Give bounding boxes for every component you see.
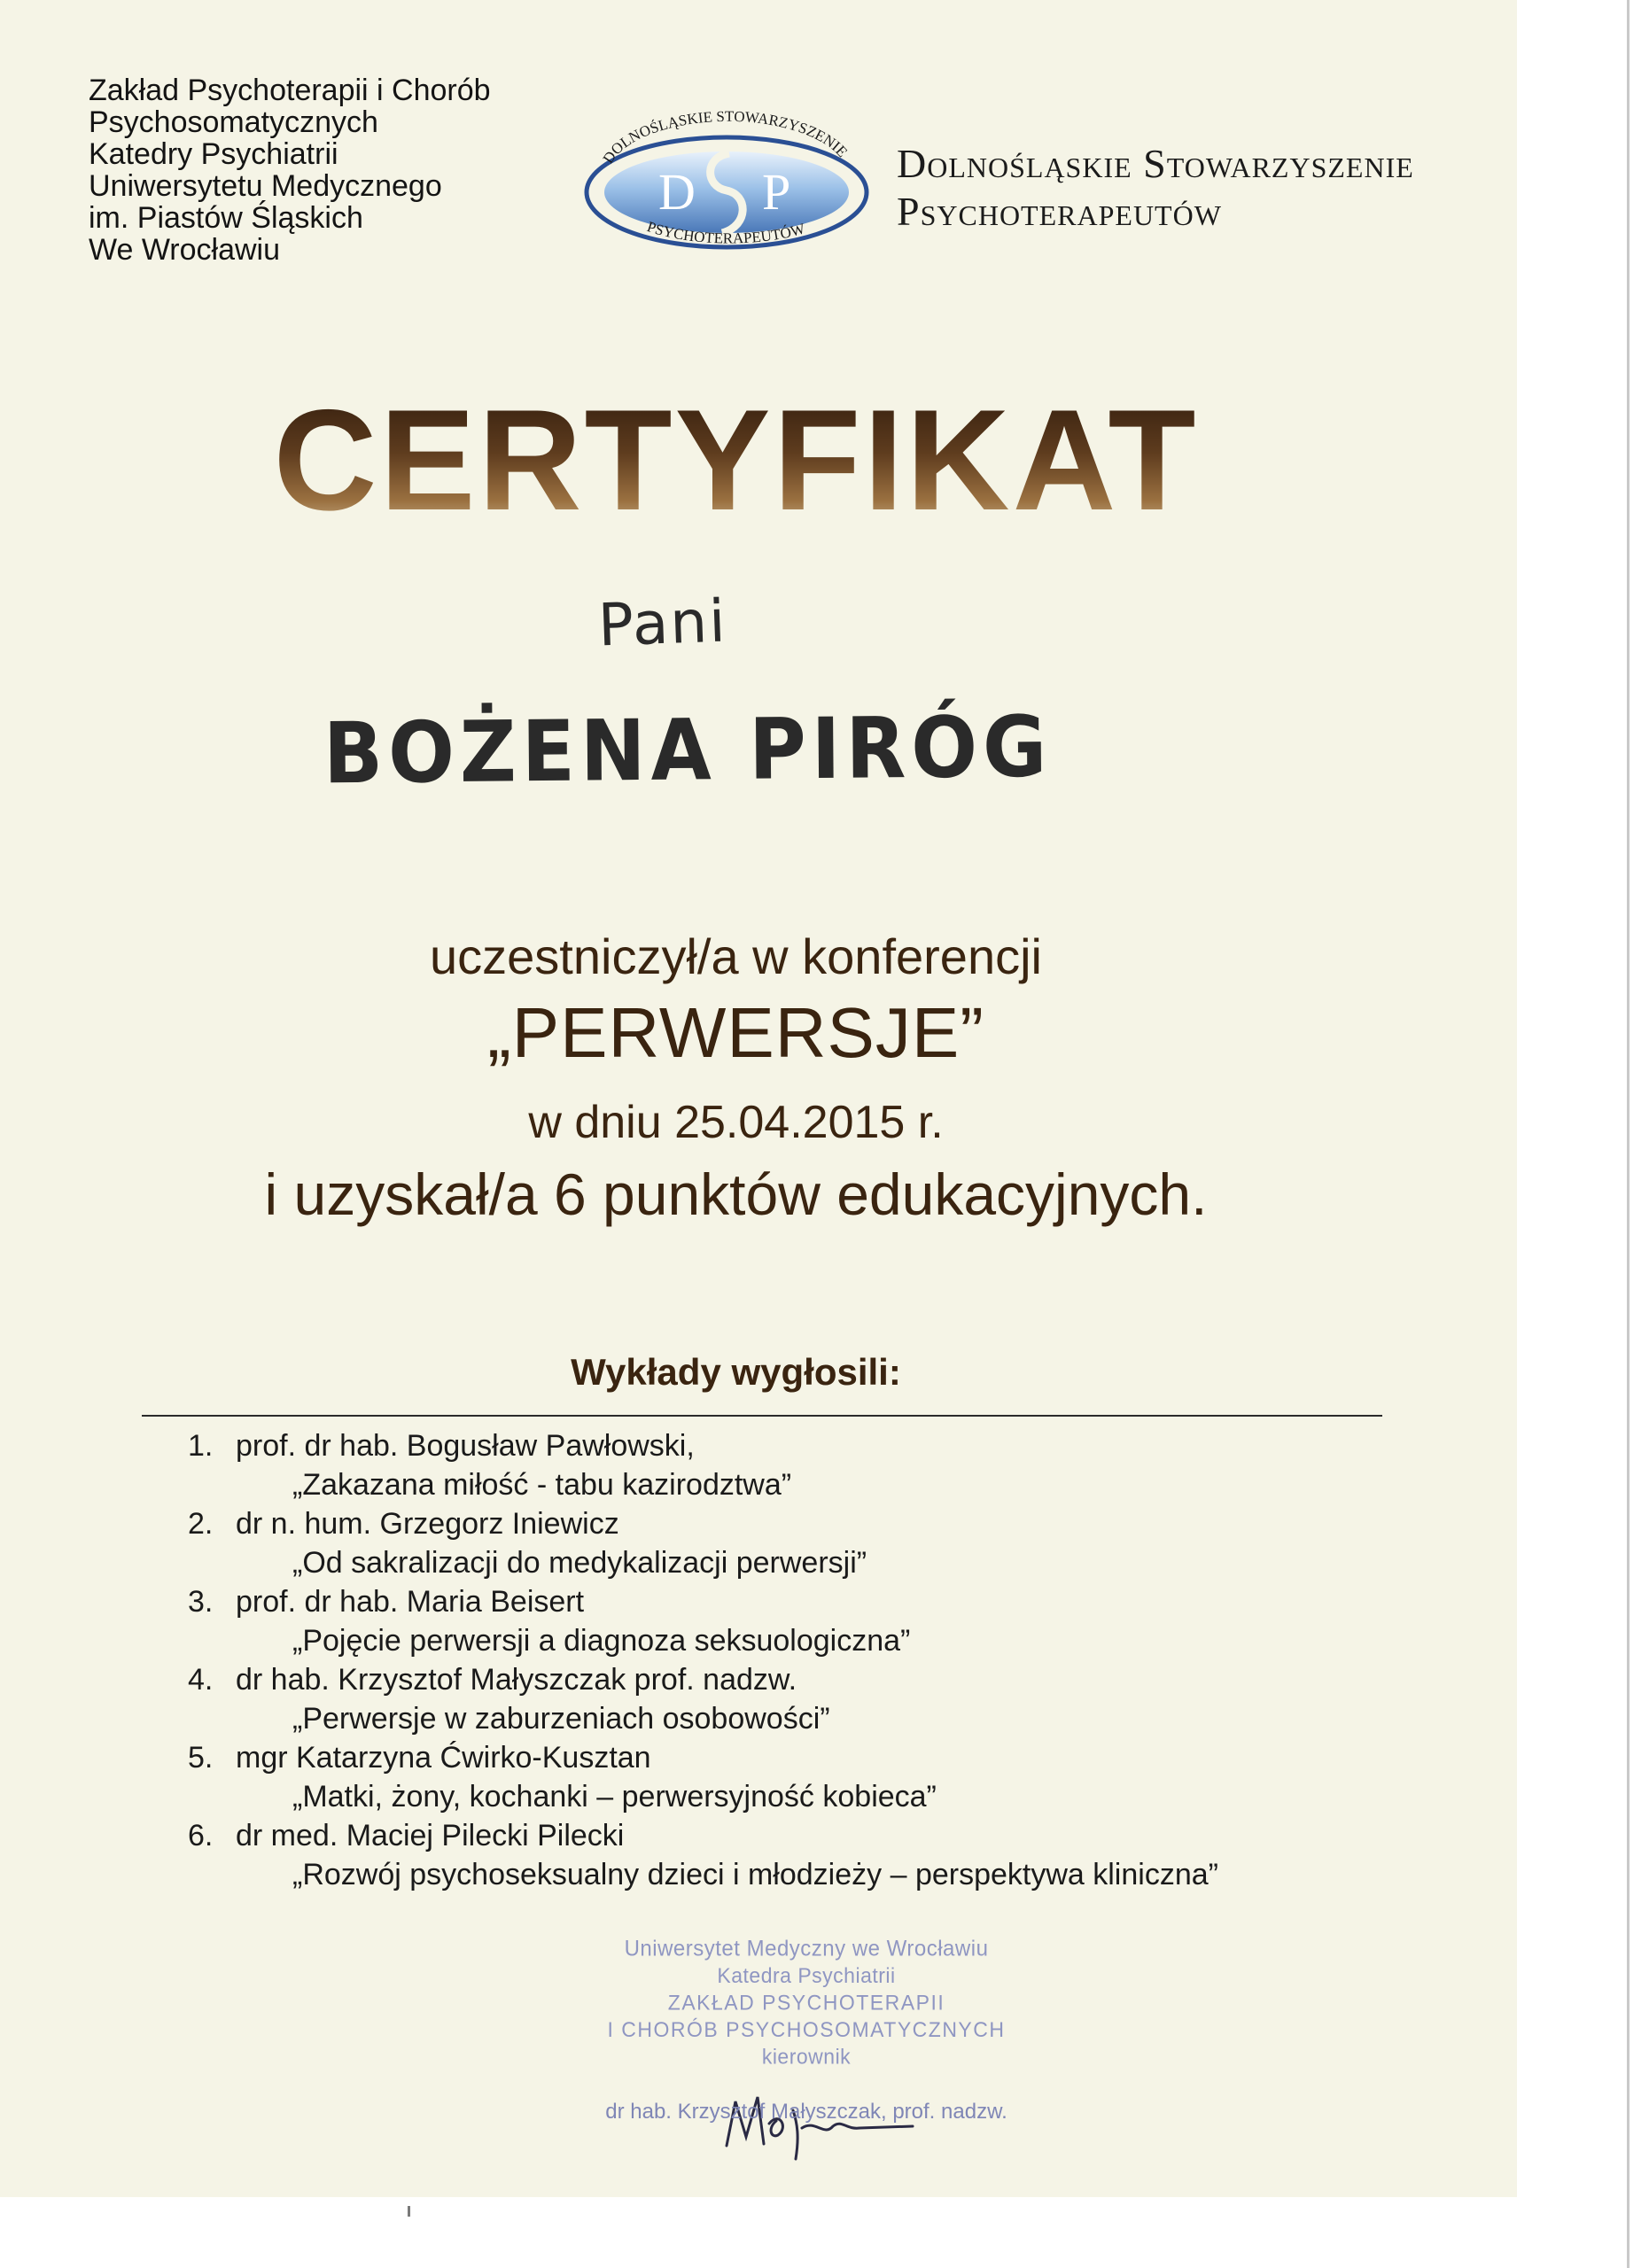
logo-arc-top: DOLNOŚLĄSKIE STOWARZYSZENIE — [599, 107, 852, 167]
lecture-speaker: dr n. hum. Grzegorz Iniewicz — [236, 1507, 619, 1541]
institution-line: We Wrocławiu — [89, 233, 281, 267]
association-name-line2: Psychoterapeutów — [897, 189, 1222, 234]
institution-line: Zakład Psychoterapii i Chorób — [89, 74, 491, 107]
lectures-list — [188, 1426, 1428, 1894]
lecture-number: 2. — [188, 1507, 214, 1541]
lectures-heading: Wykłady wygłosili: — [571, 1351, 901, 1393]
stamp-line: I CHORÓB PSYCHOSOMATYCZNYCH — [607, 2016, 1006, 2042]
lecture-speaker: prof. dr hab. Bogusław Pawłowski, — [236, 1429, 695, 1463]
association-name — [897, 140, 1414, 236]
institution-line: Psychosomatycznych — [89, 105, 378, 139]
lecture-speaker: mgr Katarzyna Ćwirko-Kusztan — [236, 1741, 651, 1775]
handwritten-recipient-name: BOŻENA PIRÓG — [323, 697, 1053, 803]
institution-block — [89, 74, 585, 266]
lecture-number: 1. — [188, 1429, 214, 1463]
certificate-title: CERTYFIKAT — [0, 381, 1472, 540]
logo-arc-bottom: PSYCHOTERAPEUTÓW — [644, 218, 807, 247]
logo-letter-d: D — [658, 163, 696, 221]
logo-letter-s — [715, 202, 720, 212]
lecture-title: „Pojęcie perwersji a diagnoza seksuologiczna” — [292, 1624, 911, 1658]
lecture-title: „Od sakralizacji do medykalizacji perwersji” — [292, 1546, 867, 1580]
stamp-line: kierownik — [761, 2044, 852, 2069]
official-stamp — [603, 1935, 1010, 2070]
stamp-signer: dr hab. Krzysztof Małyszczak, prof. nadzw. — [605, 2100, 1007, 2124]
stamp-line: Katedra Psychiatrii — [717, 1962, 896, 1988]
list-item — [188, 1738, 1428, 1816]
lecture-title: „Rozwój psychoseksualny dzieci i młodzieży – perspektywa kliniczna” — [292, 1858, 1218, 1891]
lecture-speaker: dr med. Maciej Pilecki Pilecki — [236, 1819, 625, 1852]
lecture-title: „Zakazana miłość - tabu kazirodztwa” — [292, 1468, 792, 1502]
list-item — [188, 1582, 1428, 1660]
lecture-number: 4. — [188, 1663, 214, 1697]
scan-margin-bottom — [0, 2197, 1649, 2268]
list-item — [188, 1504, 1428, 1582]
dsp-logo — [580, 102, 873, 270]
handwritten-honorific: Pani — [596, 586, 728, 660]
institution-line: Katedry Psychiatrii — [89, 137, 338, 171]
association-name-line1: Dolnośląskie Stowarzyszenie — [897, 141, 1414, 186]
lecture-speaker: dr hab. Krzysztof Małyszczak prof. nadzw. — [236, 1663, 797, 1697]
lecture-speaker: prof. dr hab. Maria Beisert — [236, 1585, 585, 1619]
institution-line: im. Piastów Śląskich — [89, 201, 363, 235]
institution-line: Uniwersytetu Medycznego — [89, 169, 442, 203]
stamp-line: ZAKŁAD PSYCHOTERAPII — [667, 1990, 945, 2015]
lecture-title: „Perwersje w zaburzeniach osobowości” — [292, 1702, 830, 1736]
lecture-number: 3. — [188, 1585, 214, 1619]
participation-text: uczestniczył/a w konferencji — [430, 928, 1042, 984]
lectures-divider — [142, 1415, 1382, 1417]
lecture-number: 5. — [188, 1741, 214, 1775]
list-item — [188, 1816, 1428, 1894]
conference-name: „PERWERSJE” — [487, 993, 984, 1072]
lecture-number: 6. — [188, 1819, 214, 1852]
stamp-line: Uniwersytet Medyczny we Wrocławiu — [624, 1936, 989, 1961]
list-item — [188, 1426, 1428, 1504]
logo-letter-p: P — [762, 163, 791, 221]
list-item — [188, 1660, 1428, 1738]
conference-date: w dniu 25.04.2015 r. — [528, 1097, 944, 1148]
scan-tick-mark — [408, 2206, 410, 2217]
lecture-title: „Matki, żony, kochanki – perwersyjność kobieca” — [292, 1780, 937, 1814]
scan-edge-line — [1627, 0, 1630, 2268]
education-points: i uzyskał/a 6 punktów edukacyjnych. — [264, 1161, 1208, 1227]
